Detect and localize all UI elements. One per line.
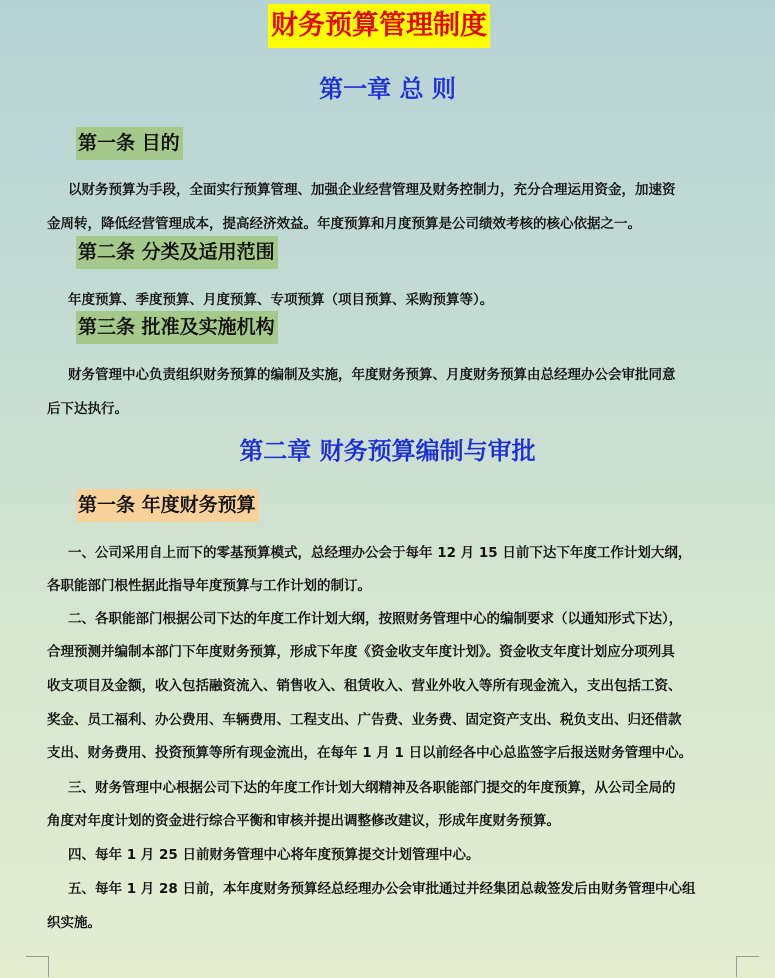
paragraph-line: 各职能部门根性据此指导年度预算与工作计划的制订。 [47,578,371,594]
document-title: 财务预算管理制度 [268,4,490,48]
chapter-2-heading: 第二章 财务预算编制与审批 [239,437,536,465]
chapter-1-heading: 第一章 总 则 [319,75,456,103]
paragraph-line: 奖金、员工福利、办公费用、车辆费用、工程支出、广告费、业务费、固定资产支出、税负支出、归还借款 [47,712,682,728]
page-corner-mark-left [26,956,49,977]
paragraph-line: 收支项目及金额，收入包括融资流入、销售收入、租赁收入、营业外收入等所有现金流入，支出包括工资、 [47,678,682,694]
paragraph-line: 一、公司采用自上而下的零基预算模式，总经理办公会于每年 12 月 15 日前下达下年度工作计划大纲， [68,545,692,561]
paragraph-line: 财务管理中心负责组织财务预算的编制及实施，年度财务预算、月度财务预算由总经理办公会审批同意 [68,367,676,383]
paragraph-line: 四、每年 1 月 25 日前财务管理中心将年度预算提交计划管理中心。 [68,847,480,863]
chapter-1-article-1-heading: 第一条 目的 [76,127,183,160]
paragraph-line: 角度对年度计划的资金进行综合平衡和审核并提出调整修改建议，形成年度财务预算。 [47,813,560,829]
paragraph-line: 织实施。 [47,915,101,931]
paragraph-line: 二、各职能部门根据公司下达的年度工作计划大纲，按照财务管理中心的编制要求（以通知形式下达）， [68,611,683,627]
chapter-1-article-3-heading: 第三条 批准及实施机构 [76,311,278,344]
chapter-1-article-2-heading: 第二条 分类及适用范围 [76,236,278,269]
paragraph-line: 以财务预算为手段，全面实行预算管理、加强企业经营管理及财务控制力，充分合理运用资金，加速资 [68,182,676,198]
paragraph-line: 合理预测并编制本部门下年度财务预算，形成下年度《资金收支年度计划》。资金收支年度计划应分项列具 [47,644,675,660]
paragraph-line: 支出、财务费用、投资预算等所有现金流出，在每年 1 月 1 日以前经各中心总监签字后报送财务管理中心。 [47,745,693,761]
page-corner-mark-right [736,956,759,977]
paragraph-line: 三、财务管理中心根据公司下达的年度工作计划大纲精神及各职能部门提交的年度预算，从公司全局的 [68,780,676,796]
paragraph-line: 金周转，降低经营管理成本，提高经济效益。年度预算和月度预算是公司绩效考核的核心依据之一。 [47,216,641,232]
paragraph-line: 后下达执行。 [47,401,128,417]
paragraph-line: 五、每年 1 月 28 日前，本年度财务预算经总经理办公会审批通过并经集团总裁签发后由财务管理中心组 [68,881,696,897]
chapter-2-article-1-heading: 第一条 年度财务预算 [76,489,259,522]
paragraph-line: 年度预算、季度预算、月度预算、专项预算（项目预算、采购预算等）。 [68,292,494,308]
